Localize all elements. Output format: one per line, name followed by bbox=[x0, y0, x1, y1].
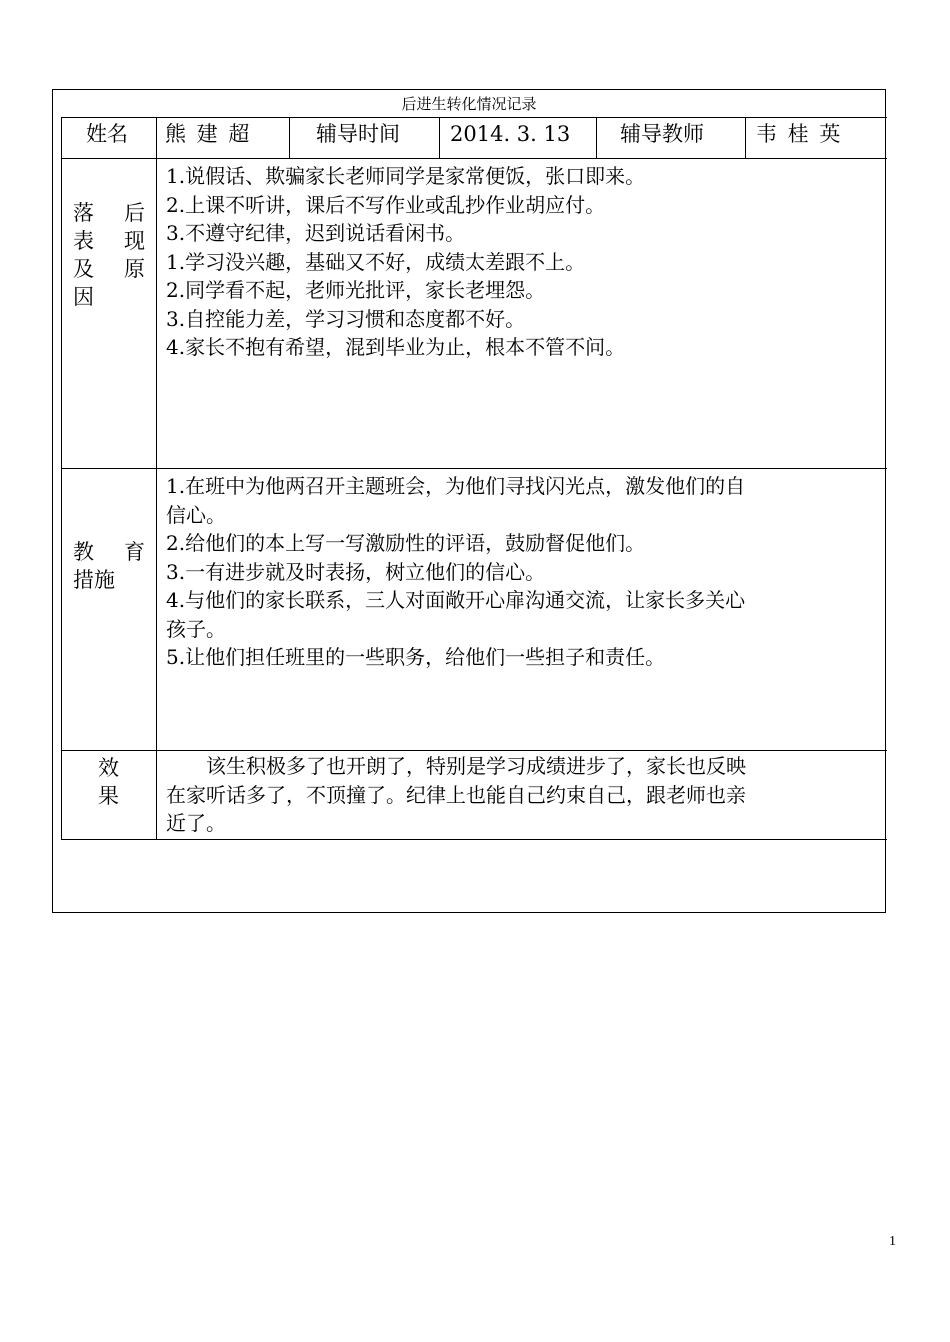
rule-header-col-5 bbox=[745, 117, 746, 158]
tutoring-time-label: 辅导时间 bbox=[316, 122, 400, 146]
behavior-line: 4.家长不抱有希望，混到毕业为止，根本不管不问。 bbox=[166, 335, 626, 359]
behavior-label-char: 原 bbox=[124, 257, 145, 281]
behavior-text bbox=[166, 162, 645, 362]
rule-measures-bottom bbox=[61, 750, 887, 751]
behavior-label-char: 落 bbox=[73, 201, 94, 225]
rule-label-column bbox=[156, 117, 157, 839]
measures-label-char: 教 bbox=[73, 540, 94, 564]
effect-label-char: 效 bbox=[98, 756, 119, 780]
measures-line: 1.在班中为他两召开主题班会，为他们寻找闪光点，激发他们的自 bbox=[166, 474, 746, 498]
rule-header-col-2 bbox=[289, 117, 290, 158]
effect-label bbox=[98, 754, 119, 810]
effect-text bbox=[166, 752, 746, 838]
behavior-line: 2.上课不听讲，课后不写作业或乱抄作业胡应付。 bbox=[166, 192, 606, 217]
rule-behavior-bottom bbox=[61, 468, 887, 469]
measures-label bbox=[73, 538, 145, 594]
name-value: 熊 建 超 bbox=[165, 122, 252, 146]
effect-line: 在家听话多了，不顶撞了。纪律上也能自己约束自己，跟老师也亲 bbox=[166, 782, 746, 807]
form-title: 后进生转化情况记录 bbox=[401, 95, 537, 113]
page-number: 1 bbox=[889, 1234, 896, 1249]
name-label: 姓名 bbox=[86, 122, 128, 146]
measures-label-char: 措施 bbox=[73, 568, 115, 592]
behavior-line: 1.说假话、欺骗家长老师同学是家常便饭，张口即来。 bbox=[166, 164, 646, 188]
behavior-line: 3.自控能力差，学习习惯和态度都不好。 bbox=[166, 306, 526, 331]
tutoring-time-value: 2014. 3. 13 bbox=[450, 122, 571, 146]
measures-line: 4.与他们的家长联系，三人对面敞开心扉沟通交流，让家长多关心 bbox=[166, 588, 746, 612]
behavior-label-char: 现 bbox=[124, 229, 145, 253]
rule-header-col-3 bbox=[439, 117, 440, 158]
behavior-label-char: 表 bbox=[73, 229, 94, 253]
behavior-line: 1.学习没兴趣，基础又不好，成绩太差跟不上。 bbox=[166, 249, 586, 274]
effect-label-char: 果 bbox=[98, 784, 119, 808]
measures-line: 3.一有进步就及时表扬，树立他们的信心。 bbox=[166, 559, 546, 584]
rule-header-bottom bbox=[61, 158, 887, 159]
measures-label-char: 育 bbox=[124, 540, 145, 564]
effect-line: 近了。 bbox=[166, 811, 226, 835]
measures-text bbox=[166, 472, 745, 672]
rule-left-inner bbox=[61, 117, 62, 839]
tutoring-teacher-value: 韦 桂 英 bbox=[756, 122, 843, 146]
effect-line: 该生积极多了也开朗了，特别是学习成绩进步了，家长也反映 bbox=[206, 754, 746, 778]
rule-header-col-4 bbox=[596, 117, 597, 158]
measures-line: 信心。 bbox=[166, 502, 226, 527]
behavior-label-char: 及 bbox=[73, 257, 94, 281]
measures-line: 2.给他们的本上写一写激励性的评语，鼓励督促他们。 bbox=[166, 531, 646, 555]
rule-header-top bbox=[61, 117, 887, 118]
measures-line: 孩子。 bbox=[166, 616, 226, 641]
measures-line: 5.让他们担任班里的一些职务，给他们一些担子和责任。 bbox=[166, 645, 666, 669]
rule-effect-bottom bbox=[61, 839, 887, 840]
behavior-label bbox=[73, 199, 145, 311]
behavior-label-char: 因 bbox=[73, 285, 94, 309]
behavior-label-char: 后 bbox=[124, 201, 145, 225]
behavior-line: 3.不遵守纪律，迟到说话看闲书。 bbox=[166, 221, 466, 245]
behavior-line: 2.同学看不起，老师光批评，家长老埋怨。 bbox=[166, 278, 546, 302]
tutoring-teacher-label: 辅导教师 bbox=[620, 122, 704, 146]
